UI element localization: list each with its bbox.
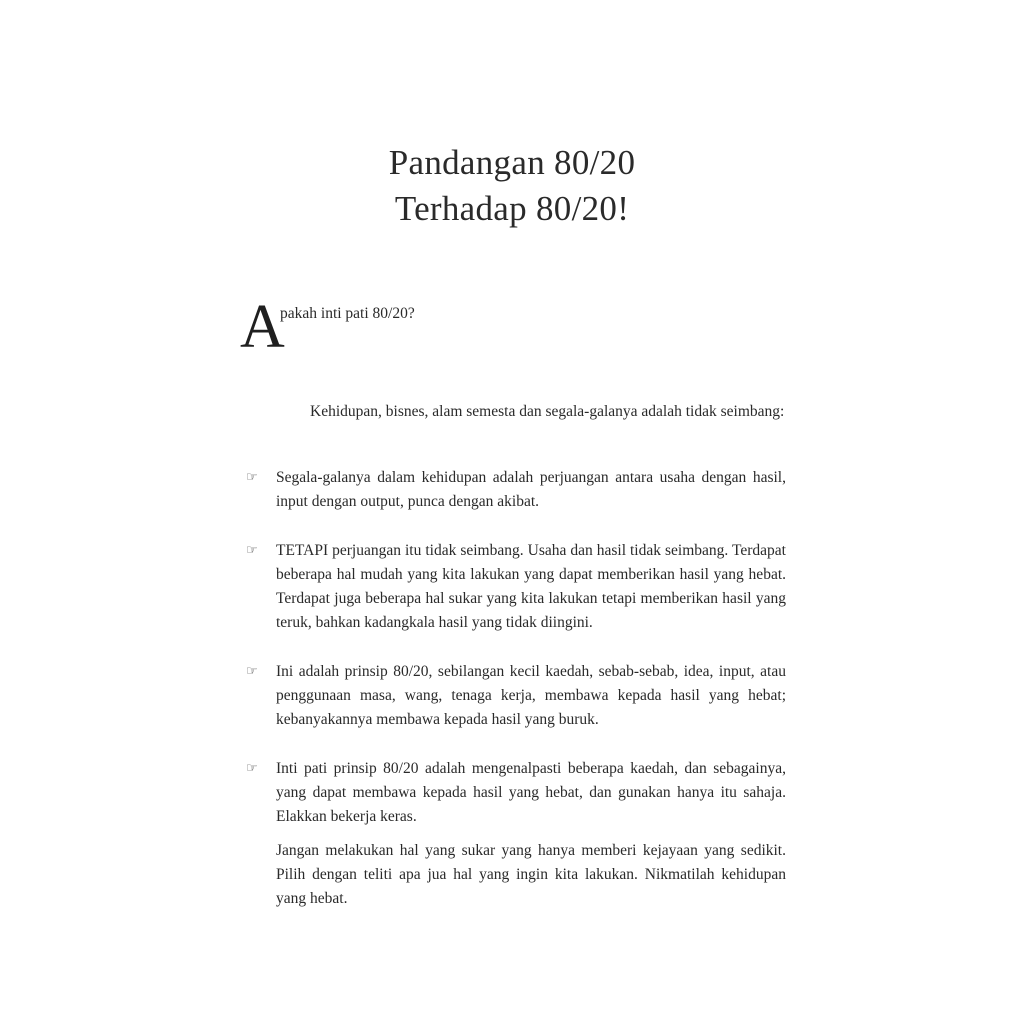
intro-question [240,293,786,361]
bullet-followup-text: Jangan melakukan hal yang sukar yang hanya memberi kejayaan yang sedikit. Pilih dengan teliti apa jua hal yang ingin kita lakukan. Nikmatilah kehidupan yang hebat. [276,842,786,907]
bullet-text: Ini adalah prinsip 80/20, sebilangan kecil kaedah, sebab-sebab, idea, input, atau penggunaan masa, wang, tenaga kerja, membawa kepada hasil yang hebat; kebanyakannya membawa kepada hasil yang buruk. [276,663,786,728]
bullet-item [240,539,786,635]
hand-pointer-icon: ☞ [246,543,258,558]
question-text: pakah inti pati 80/20? [280,305,415,322]
hand-pointer-icon: ☞ [246,761,258,776]
chapter-title [0,140,1024,232]
bullet-text: Segala-galanya dalam kehidupan adalah perjuangan antara usaha dengan hasil, input dengan output, punca dengan akibat. [276,469,786,510]
lead-paragraph: Kehidupan, bisnes, alam semesta dan segala-galanya adalah tidak seimbang: [310,403,785,420]
bullet-text: Inti pati prinsip 80/20 adalah mengenalpasti beberapa kaedah, dan sebagainya, yang dapat membawa kepada hasil yang hebat, dan gunakan hanya itu sahaja. Elakkan bekerja keras. [276,760,786,825]
hand-pointer-icon: ☞ [246,664,258,679]
chapter-title-line-2: Terhadap 80/20! [394,189,630,228]
bullet-item [240,466,786,514]
drop-cap: A [240,293,285,361]
bullet-item [240,660,786,732]
bullet-list [240,466,786,911]
hand-pointer-icon: ☞ [246,470,258,485]
chapter-body [240,293,786,936]
chapter-title-line-1: Pandangan 80/20 [388,143,636,182]
bullet-item [240,757,786,911]
bullet-text: TETAPI perjuangan itu tidak seimbang. Usaha dan hasil tidak seimbang. Terdapat beberapa hal mudah yang kita lakukan yang dapat memberikan hasil yang hebat. Terdapat juga beberapa hal sukar yang kita lakukan tetapi memberikan hasil yang teruk, bahkan kadangkala hasil yang tidak diingini. [276,542,786,631]
